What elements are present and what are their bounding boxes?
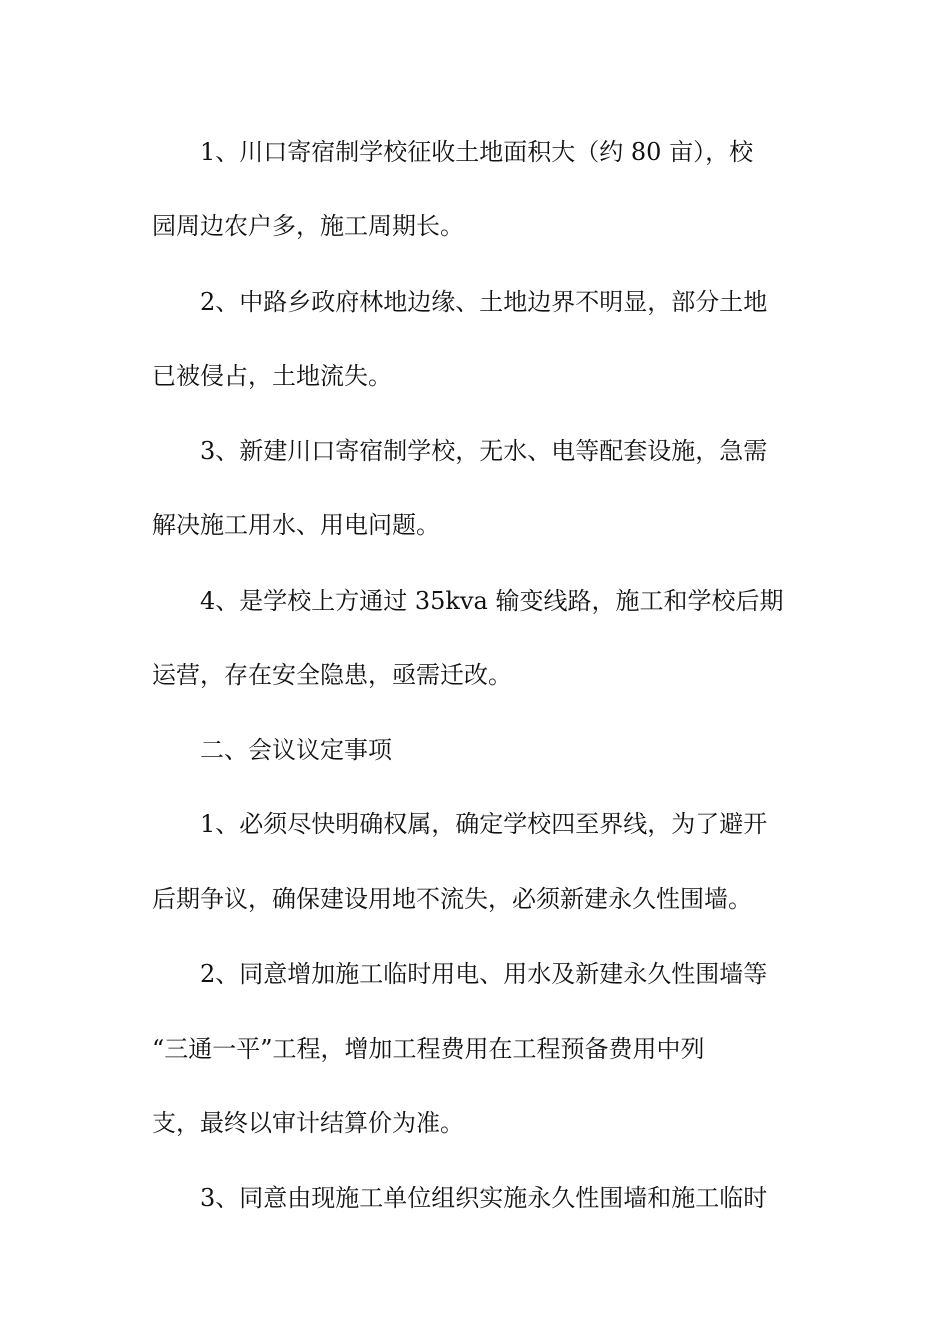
text-line: 已被侵占，土地流失。 — [152, 362, 392, 390]
text-line: 1、川口寄宿制学校征收土地面积大（约 80 亩），校 — [200, 138, 754, 166]
text-line: 后期争议，确保建设用地不流失，必须新建永久性围墙。 — [152, 885, 752, 913]
section-heading: 二、会议议定事项 — [200, 736, 392, 764]
text-line: 支，最终以审计结算价为准。 — [152, 1109, 464, 1137]
text-line: 4、是学校上方通过 35kva 输变线路，施工和学校后期 — [200, 587, 784, 615]
text-line: 运营，存在安全隐患，亟需迁改。 — [152, 661, 512, 689]
text-line: 2、同意增加施工临时用电、用水及新建永久性围墙等 — [200, 960, 768, 988]
text-line: “三通一平”工程，增加工程费用在工程预备费用中列 — [152, 1035, 705, 1063]
text-line: 1、必须尽快明确权属，确定学校四至界线，为了避开 — [200, 810, 768, 838]
text-line: 3、新建川口寄宿制学校，无水、电等配套设施，急需 — [200, 437, 768, 465]
text-line: 解决施工用水、用电问题。 — [152, 511, 440, 539]
text-line: 园周边农户多，施工周期长。 — [152, 212, 464, 240]
text-line: 2、中路乡政府林地边缘、土地边界不明显，部分土地 — [200, 288, 768, 316]
text-line: 3、同意由现施工单位组织实施永久性围墙和施工临时 — [200, 1184, 768, 1212]
